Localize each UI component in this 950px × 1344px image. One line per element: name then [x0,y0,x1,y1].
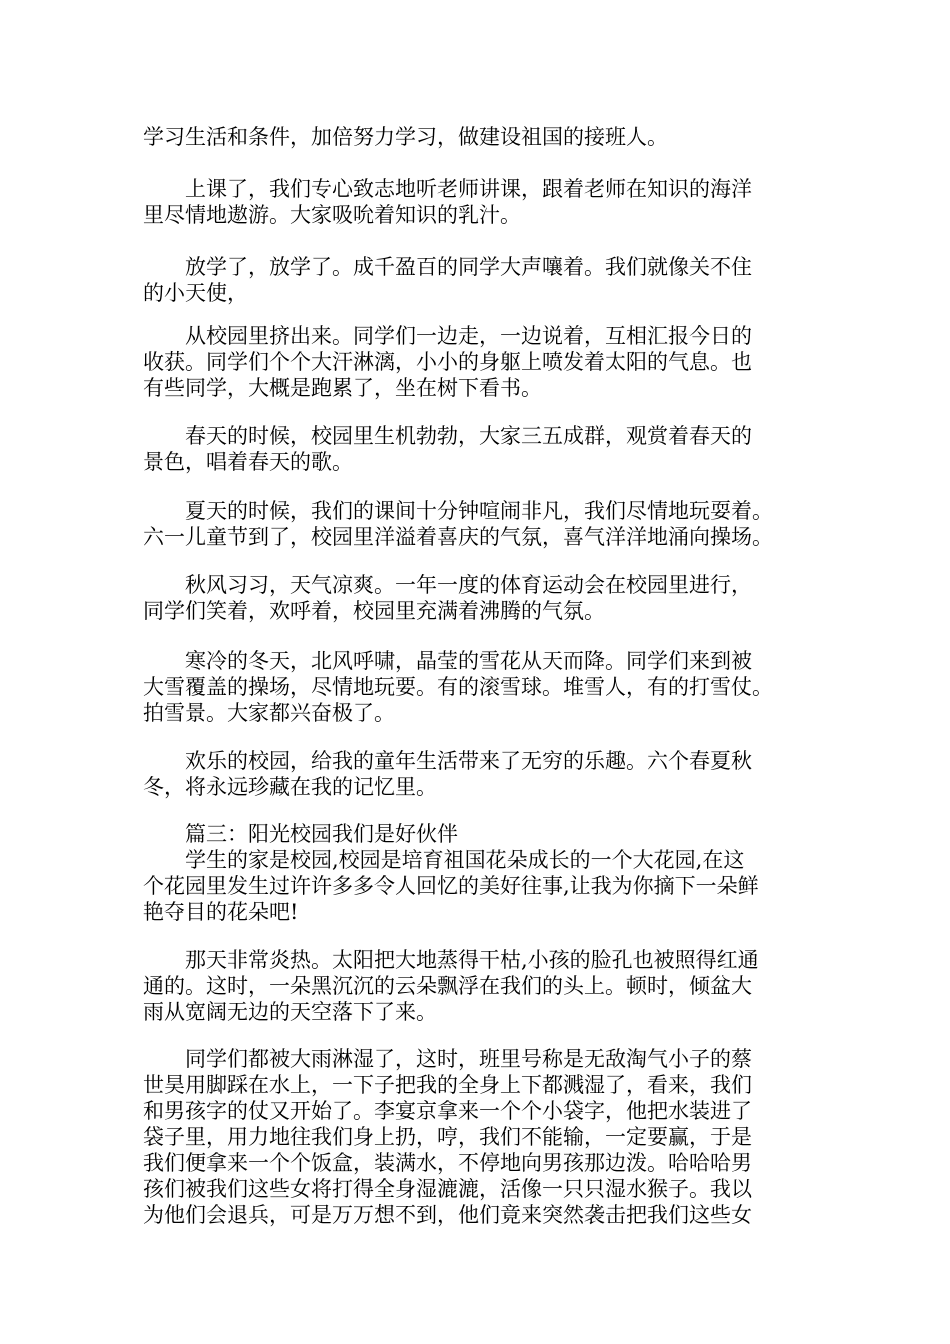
section-heading: 篇三：阳光校园我们是好伙伴 [143,822,458,846]
text-line: 放学了，放学了。成千盈百的同学大声嚷着。我们就像关不住 [143,255,752,279]
text-line: 孩们被我们这些女将打得全身湿漉漉，活像一只只湿水猴子。我以 [143,1177,752,1201]
text-line: 秋风习习，天气凉爽。一年一度的体育运动会在校园里进行， [143,573,752,597]
text-line: 通的。这时，一朵黑沉沉的云朵飘浮在我们的头上。顿时，倾盆大 [143,974,752,998]
text-line: 同学们都被大雨淋湿了，这时，班里号称是无敌淘气小子的蔡 [143,1047,752,1071]
text-line: 艳夺目的花朵吧! [143,900,299,924]
text-line: 从校园里挤出来。同学们一边走，一边说着，互相汇报今日的 [143,324,752,348]
text-line: 冬，将永远珍藏在我的记忆里。 [143,775,437,799]
text-line: 景色，唱着春天的歌。 [143,450,353,474]
text-line: 六一儿童节到了，校园里洋溢着喜庆的气氛，喜气洋洋地涌向操场。 [143,525,773,549]
text-line: 雨从宽阔无边的天空落下了来。 [143,1000,437,1024]
text-line: 学习生活和条件，加倍努力学习，做建设祖国的接班人。 [143,125,668,149]
text-line: 大雪覆盖的操场，尽情地玩要。有的滚雪球。堆雪人，有的打雪仗。 [143,675,773,699]
text-line: 夏天的时候，我们的课间十分钟喧闹非凡，我们尽情地玩耍着。 [143,499,773,523]
text-line: 和男孩字的仗又开始了。李宴京拿来一个个小袋字，他把水装进了 [143,1099,752,1123]
text-line: 袋子里，用力地往我们身上扔，哼，我们不能输，一定要赢，于是 [143,1125,752,1149]
text-line: 寒冷的冬天，北风呼啸，晶莹的雪花从天而降。同学们来到被 [143,649,752,673]
text-line: 我们便拿来一个个饭盒，装满水，不停地向男孩那边泼。哈哈哈男 [143,1151,752,1175]
text-line: 那天非常炎热。太阳把大地蒸得干枯,小孩的脸孔也被照得红通 [143,948,759,972]
text-line: 欢乐的校园，给我的童年生活带来了无穷的乐趣。六个春夏秋 [143,749,752,773]
text-line: 的小天使， [143,281,248,305]
text-line: 为他们会退兵，可是万万想不到，他们竟来突然袭击把我们这些女 [143,1203,752,1227]
text-line: 有些同学，大概是跑累了，坐在树下看书。 [143,376,542,400]
text-line: 个花园里发生过许许多多令人回忆的美好往事,让我为你摘下一朵鲜 [143,874,759,898]
text-line: 里尽情地遨游。大家吸吮着知识的乳汁。 [143,203,521,227]
text-line: 同学们笑着，欢呼着，校园里充满着沸腾的气氛。 [143,599,605,623]
text-line: 春天的时候，校园里生机勃勃，大家三五成群，观赏着春天的 [143,424,752,448]
text-line: 世昊用脚踩在水上，一下子把我的全身上下都溅湿了，看来，我们 [143,1073,752,1097]
text-line: 拍雪景。大家都兴奋极了。 [143,701,395,725]
text-line: 学生的家是校园,校园是培育祖国花朵成长的一个大花园,在这 [143,848,745,872]
text-line: 收获。同学们个个大汗淋漓，小小的身躯上喷发着太阳的气息。也 [143,350,752,374]
text-line: 上课了，我们专心致志地听老师讲课，跟着老师在知识的海洋 [143,177,752,201]
